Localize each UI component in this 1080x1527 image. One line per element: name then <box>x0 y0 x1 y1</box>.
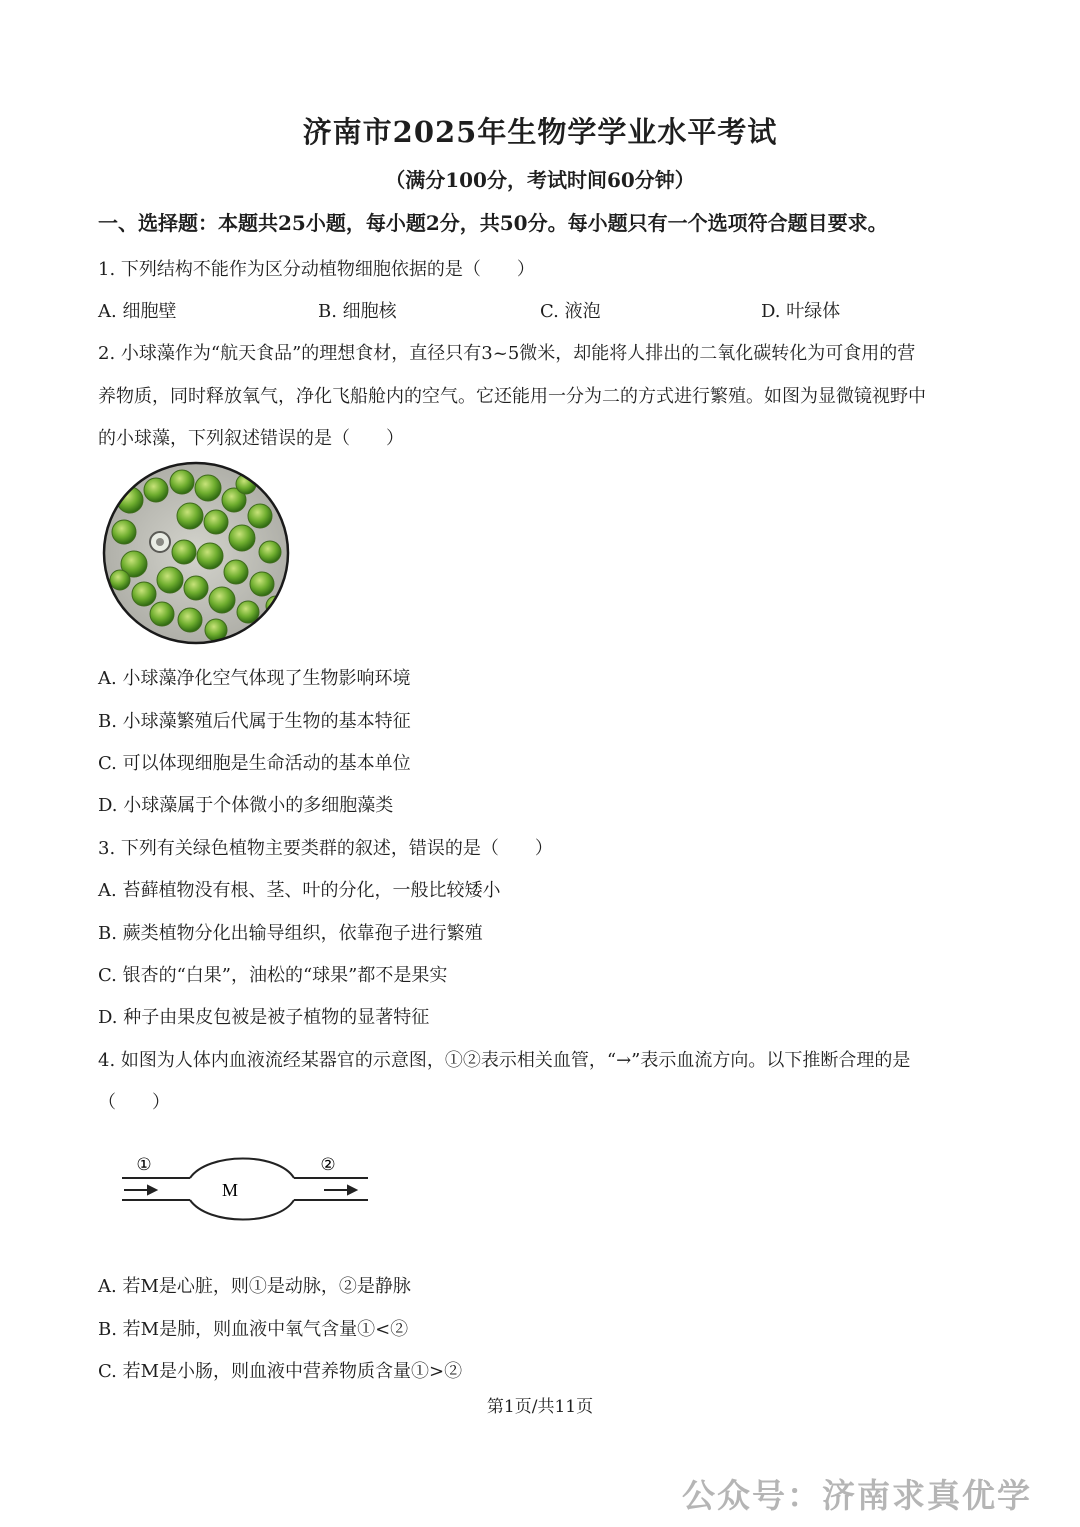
exam-title: 济南市2025年生物学学业水平考试 <box>302 115 778 149</box>
q1-option-a: A. 细胞壁 <box>98 301 177 322</box>
question-4-stem-line-2: （ ） <box>98 1092 170 1113</box>
chlorella-cell <box>132 582 156 606</box>
chlorella-cell <box>224 560 248 584</box>
chlorella-cell <box>172 540 196 564</box>
q3-option-d: D. 种子由果皮包被是被子植物的显著特征 <box>98 1007 430 1028</box>
chlorella-cell <box>229 525 255 551</box>
q2-option-a: A. 小球藻净化空气体现了生物影响环境 <box>98 668 411 689</box>
chlorella-cell <box>144 478 168 502</box>
chlorella-cell <box>157 567 183 593</box>
chlorella-cell <box>209 587 235 613</box>
q4-option-b: B. 若M是肺，则血液中氧气含量①<② <box>98 1319 409 1340</box>
chlorella-cell <box>250 572 274 596</box>
organ-m-label: M <box>221 1180 239 1200</box>
q1-option-b: B. 细胞核 <box>318 301 397 322</box>
question-4-stem-line-1: 4. 如图为人体内血液流经某器官的示意图，①②表示相关血管，“→”表示血流方向。以下推断合理的是 <box>98 1050 911 1071</box>
chlorella-cell <box>150 602 174 626</box>
watermark-text: 公众号：济南求真优学 <box>682 1476 1032 1515</box>
q3-option-b: B. 蕨类植物分化出输导组织，依靠孢子进行繁殖 <box>98 923 483 944</box>
vessel-1-label: ① <box>136 1155 152 1175</box>
chlorella-cell <box>170 470 194 494</box>
chlorella-cell <box>237 601 259 623</box>
chlorella-cell <box>197 543 223 569</box>
chlorella-cell <box>259 541 281 563</box>
q1-option-c: C. 液泡 <box>540 301 601 322</box>
chlorella-cell <box>112 520 136 544</box>
chlorella-cell <box>248 504 272 528</box>
q4-option-a: A. 若M是心脏，则①是动脉，②是静脉 <box>98 1276 411 1297</box>
section-heading: 一、选择题：本题共25小题，每小题2分，共50分。每小题只有一个选项符合题目要求。 <box>98 211 888 235</box>
q2-option-d: D. 小球藻属于个体微小的多细胞藻类 <box>98 795 394 816</box>
microscope-chlorella-image <box>100 460 292 646</box>
q2-option-b: B. 小球藻繁殖后代属于生物的基本特征 <box>98 711 411 732</box>
chlorella-cell <box>110 570 130 590</box>
chlorella-cell <box>204 510 228 534</box>
q2-option-c: C. 可以体现细胞是生命活动的基本单位 <box>98 753 411 774</box>
q1-option-d: D. 叶绿体 <box>761 301 841 322</box>
chlorella-cell <box>195 475 221 501</box>
q3-option-a: A. 苔藓植物没有根、茎、叶的分化，一般比较矮小 <box>98 880 501 901</box>
exam-subtitle: （满分100分，考试时间60分钟） <box>385 168 695 192</box>
chlorella-cell <box>177 503 203 529</box>
question-3-stem: 3. 下列有关绿色植物主要类群的叙述，错误的是（ ） <box>98 838 553 859</box>
chlorella-cell <box>184 576 208 600</box>
page-number: 第1页/共11页 <box>486 1397 594 1417</box>
chlorella-cell <box>178 608 202 632</box>
blood-flow-diagram <box>118 1148 374 1232</box>
q4-option-c: C. 若M是小肠，则血液中营养物质含量①>② <box>98 1361 463 1382</box>
question-2-stem-line-3: 的小球藻，下列叙述错误的是（ ） <box>98 428 404 449</box>
question-1-stem: 1. 下列结构不能作为区分动植物细胞依据的是（ ） <box>98 259 535 280</box>
question-2-stem-line-2: 养物质，同时释放氧气，净化飞船舱内的空气。它还能用一分为二的方式进行繁殖。如图为显微镜视野中 <box>98 386 926 407</box>
q3-option-c: C. 银杏的“白果”，油松的“球果”都不是果实 <box>98 965 448 986</box>
vessel-2-label: ② <box>320 1155 336 1175</box>
question-2-stem-line-1: 2. 小球藻作为“航天食品”的理想食材，直径只有3~5微米，却能将人排出的二氧化碳转化为可食用的营 <box>98 343 916 364</box>
